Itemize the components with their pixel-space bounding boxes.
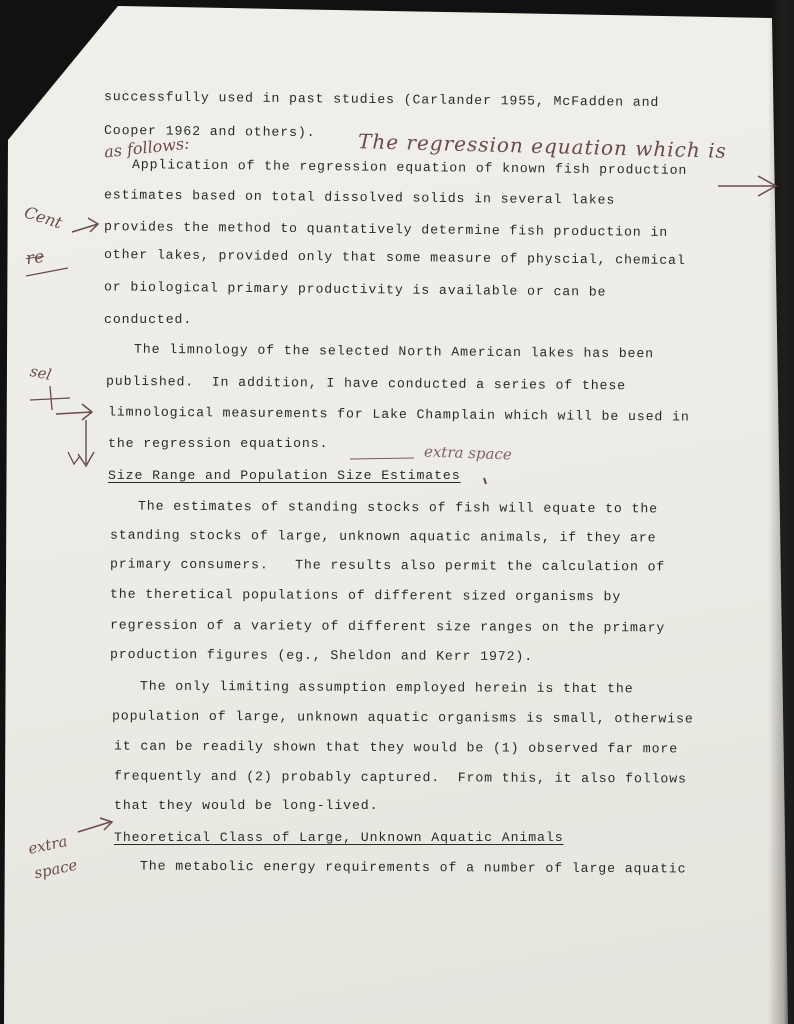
page-edge-shadow <box>768 0 794 1024</box>
text-line: The limnology of the selected North American lakes has been <box>133 341 655 362</box>
handwritten-extra-space: extra space <box>423 442 513 464</box>
text-line: population of large, unknown aquatic organisms is small, otherwise <box>111 708 694 727</box>
section-heading: Size Range and Population Size Estimates <box>108 468 461 483</box>
text-line: provides the method to quantatively determine fish production in <box>103 219 669 240</box>
text-line: Application of the regression equation of known fish production <box>131 157 688 178</box>
text-line: that they would be long-lived. <box>114 798 379 813</box>
handwritten-margin-space: space <box>32 855 79 883</box>
section-heading: Theoretical Class of Large, Unknown Aquatic Animals <box>114 830 564 845</box>
text-line: the theretical populations of different sized organisms by <box>109 586 622 605</box>
handwritten-re: re <box>24 246 46 270</box>
handwritten-margin-extra: extra <box>26 832 69 858</box>
text-line: standing stocks of large, unknown aquatic animals, if they are <box>109 527 657 546</box>
text-line: estimates based on total dissolved solids in several lakes <box>103 187 616 208</box>
text-line: published. In addition, I have conducted a series of these <box>105 373 627 394</box>
text-line: frequently and (2) probably captured. From this, it also follows <box>113 768 687 787</box>
text-line: or biological primary productivity is available or can be <box>103 279 607 300</box>
text-line: other lakes, provided only that some measure of physcial, chemical <box>103 246 686 269</box>
handwritten-as-follows: as follows: <box>103 133 191 162</box>
text-line: production figures (eg., Sheldon and Kerr 1972). <box>109 646 534 665</box>
handwritten-regression-note: The regression equation which is <box>357 129 728 163</box>
text-line: it can be readily shown that they would be (1) observed far more <box>113 738 679 757</box>
text-line: The only limiting assumption employed herein is that the <box>139 678 634 697</box>
text-line: limnological measurements for Lake Champlain which will be used in <box>107 404 690 425</box>
text-line: conducted. <box>104 312 193 327</box>
text-line: primary consumers. The results also permit the calculation of <box>109 556 666 575</box>
text-line: successfully used in past studies (Carlander 1955, McFadden and <box>103 89 660 110</box>
handwritten-sel: sel <box>28 361 54 385</box>
text-line: Cooper 1962 and others). <box>103 122 316 141</box>
text-line: regression of a variety of different size ranges on the primary <box>109 617 666 636</box>
handwritten-centre: Cent <box>22 202 65 233</box>
text-line: The metabolic energy requirements of a number of large aquatic <box>139 858 687 877</box>
text-line: the regression equations. <box>108 436 329 451</box>
text-line: The estimates of standing stocks of fish will equate to the <box>137 498 659 517</box>
